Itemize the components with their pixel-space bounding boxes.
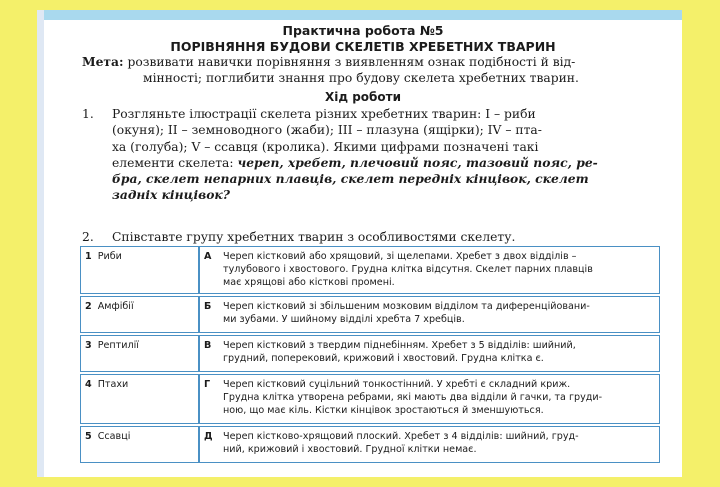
step-1-line — [82, 155, 672, 171]
goal-paragraph — [82, 54, 662, 86]
group-cell — [80, 335, 200, 372]
step-number: 2. — [82, 230, 94, 244]
feature-line: ною, що має кіль. Кістки кінцівок зростаються й зменшуються. — [223, 405, 544, 416]
feature-line: ми зубами. У шийному відділі хребта 7 хребців. — [223, 314, 465, 325]
feature-line: має хрящові або кісткові промені. — [223, 277, 395, 288]
feature-line: тулубового і хвостового. Грудна клітка відсутня. Скелет парних плавців — [223, 264, 593, 275]
feature-letter: Б — [204, 301, 212, 312]
step-1-line: бра, скелет непарних плавців, скелет передніх кінцівок, скелет — [112, 171, 589, 187]
group-cell — [80, 426, 200, 463]
group-cell — [80, 296, 200, 333]
page-subtitle: ПОРІВНЯННЯ БУДОВИ СКЕЛЕТІВ ХРЕБЕТНИХ ТВАРИН — [170, 39, 556, 54]
group-number: 2 — [85, 301, 92, 312]
goal-label: Мета: — [82, 54, 124, 69]
feature-line: Грудна клітка утворена ребрами, які мають два відділи й гачки, та груди- — [223, 392, 603, 403]
page-top-strip — [44, 10, 682, 20]
feature-line: Череп кістковий або хрящовий, зі щелепами. Хребет з двох відділів – — [223, 251, 577, 262]
step-2 — [82, 229, 672, 245]
step-1-line: Розгляньте ілюстрації скелета різних хребетних тварин: I – риби — [112, 107, 536, 121]
feature-cell — [198, 374, 660, 424]
group-number: 3 — [85, 340, 92, 351]
feature-line: Череп кістковий суцільний тонкостінний. У хребті є складний криж. — [223, 379, 571, 390]
group-name: Амфібії — [97, 301, 134, 312]
group-cell — [80, 374, 200, 424]
group-name: Риби — [97, 251, 122, 262]
group-number: 4 — [85, 379, 92, 390]
textbook-page — [37, 10, 682, 477]
step-1-line: ха (голуба); V – ссавця (кролика). Якими цифрами позначені такі — [112, 139, 539, 154]
step-1-line: задніх кінцівок? — [112, 187, 230, 203]
group-name: Рептилії — [97, 340, 139, 351]
course-heading: Хід роботи — [324, 90, 402, 104]
feature-line: ний, крижовий і хвостовий. Грудної клітки немає. — [223, 444, 477, 455]
page-title: Практична робота №5 — [282, 23, 444, 38]
goal-line-1: розвивати навички порівняння з виявленням ознак подібності й від- — [127, 55, 576, 69]
group-number: 5 — [85, 431, 92, 442]
group-name: Ссавці — [97, 431, 131, 442]
feature-letter: Д — [204, 431, 213, 442]
feature-line: Череп кістковий зі збільшеним мозковим відділом та диференційовани- — [223, 301, 590, 312]
feature-letter: В — [204, 340, 212, 351]
feature-cell — [198, 426, 660, 463]
step-number: 1. — [82, 107, 94, 121]
group-number: 1 — [85, 251, 92, 262]
step-1-plain: елементи скелета: — [112, 155, 238, 170]
feature-letter: А — [204, 251, 212, 262]
feature-cell — [198, 296, 660, 333]
goal-line-2: мінності; поглибити знання про будову скелета хребетних тварин. — [143, 71, 579, 85]
feature-cell — [198, 246, 660, 294]
feature-line: Череп кістковий з твердим піднебінням. Хребет з 5 відділів: шийний, — [223, 340, 576, 351]
step-2-text: Співставте групу хребетних тварин з особливостями скелету. — [112, 230, 516, 244]
step-1-italic: череп, хребет, плечовий пояс, тазовий пояс, ре- — [237, 154, 598, 170]
group-name: Птахи — [97, 379, 129, 390]
group-cell — [80, 246, 200, 294]
step-1-line: (окуня); II – земноводного (жаби); III – плазуна (ящірки); IV – пта- — [112, 123, 542, 138]
feature-letter: Г — [204, 379, 211, 390]
feature-cell — [198, 335, 660, 372]
feature-line: грудний, поперековий, крижовий і хвостовий. Грудна клітка є. — [223, 353, 544, 364]
feature-line: Череп кістково-хрящовий плоский. Хребет з 4 відділів: шийний, груд- — [223, 431, 579, 442]
step-1 — [82, 106, 672, 204]
